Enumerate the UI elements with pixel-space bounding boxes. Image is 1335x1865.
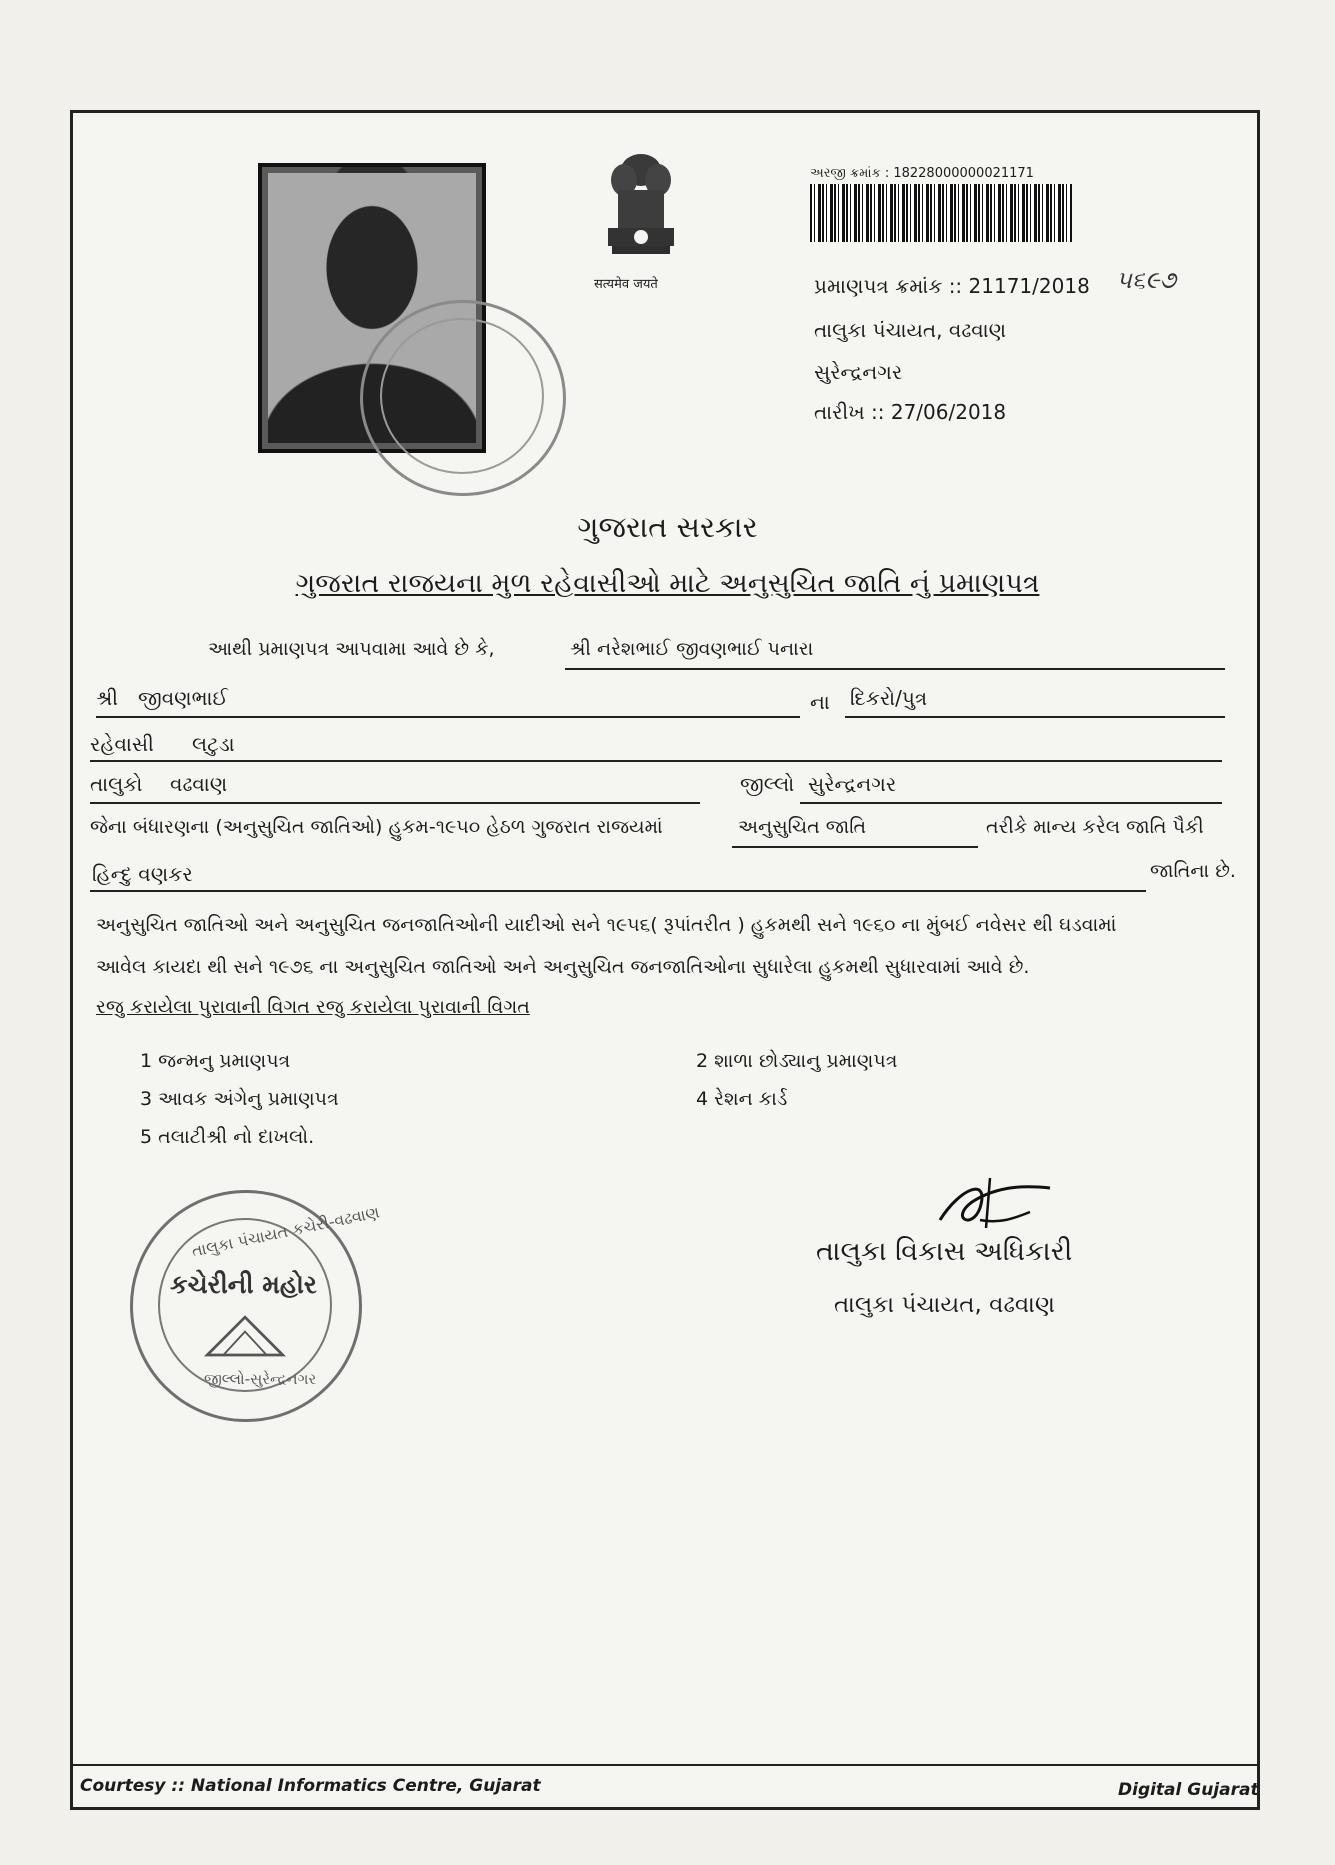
document-item: 4 રેશન કાર્ડ [696,1088,788,1110]
application-number: અરજી ક્રમાંક : 18228000000021171 [810,166,1034,181]
caste-suffix: જાતિના છે. [1150,860,1236,882]
of-label: ના [810,690,830,714]
father-prefix: શ્રી [96,686,119,710]
seal-emblem-icon [200,1310,290,1364]
district-value: સુરેન્દ્રનગર [808,772,897,796]
issuing-district: સુરેન્દ્રનગર [814,360,903,384]
recognized-text: તરીકે માન્ય કરેલ જાતિ પૈકી [986,816,1204,838]
courtesy-text: Courtesy :: National Informatics Centre, Gujarat [80,1776,541,1796]
handwritten-number: ૫૬૯૭ [1116,266,1177,294]
document-item: 2 શાળા છોડ્યાનુ પ્રમાણપત્ર [696,1050,898,1072]
legal-text-line-2: આવેલ કાયદા થી સને ૧૯૭૬ ના અનુસુચિત જાતિઓ અને અનુસુચિત જનજાતિઓના સુધારેલા હુકમથી સુધારવામાં આવે છે. [96,956,1030,978]
district-label: જીલ્લો [740,772,795,796]
father-name: જીવણભાઈ [138,686,228,710]
document-item: 1 જન્મનુ પ્રમાણપત્ર [140,1050,291,1072]
certificate-number: પ્રમાણપત્ર ક્રમાંક :: 21171/2018 [814,274,1090,298]
category-value: અનુસુચિત જાતિ [738,816,867,838]
document-item: 5 તલાટીશ્રી નો દાખલો. [140,1126,315,1148]
caste-value: હિન્દુ વણકર [92,862,193,886]
order-text: જેના બંધારણના (અનુસુચિત જાતિઓ) હુકમ-૧૯૫૦ હેઠળ ગુજરાત રાજયમાં [90,816,663,838]
taluka-value: વઢવાણ [170,772,228,796]
residence-value: લટુડા [192,732,235,756]
taluka-label: તાલુકો [90,772,143,796]
document-item: 3 આવક અંગેનુ પ્રમાણપત્ર [140,1088,339,1110]
evidence-heading: રજુ કરાયેલા પુરાવાની વિગત રજુ કરાયેલા પુરાવાની વિગત [96,996,530,1018]
applicant-name: શ્રી નરેશભાઈ જીવણભાઈ પનારા [570,638,814,660]
national-emblem-icon [596,140,686,290]
seal-ring-bottom: જીલ્લો-સુરેન્દ્રનગર [204,1370,317,1388]
issuing-office: તાલુકા પંચાયત, વઢવાણ [814,318,1007,342]
government-title: ગુજરાત સરકાર [577,510,758,544]
legal-text-line-1: અનુસુચિત જાતિઓ અને અનુસુચિત જનજાતિઓની યાદીઓ સને ૧૯૫૬( રૂપાંતરીત ) હુકમથી સને ૧૯૬૦ ના મુંબઈ નવેસર થી ઘડવામાં [96,914,1117,936]
issue-date: તારીખ :: 27/06/2018 [814,400,1007,424]
residence-label: રહેવાસી [90,732,154,756]
emblem-motto: सत्यमेव जयते [594,277,658,292]
seal-center-text: કચેરીની મહોર [170,1270,317,1299]
barcode [810,184,1072,242]
officer-signature [920,1168,1060,1238]
brand-text: Digital Gujarat [1118,1780,1259,1800]
intro-text: આથી પ્રમાણપત્ર આપવામા આવે છે કે, [208,638,495,660]
certificate-title: ગુજરાત રાજયના મુળ રહેવાસીઓ માટે અનુસુચિત જાતિ નું પ્રમાણપત્ર [295,568,1040,599]
officer-designation: તાલુકા વિકાસ અધિકારી [816,1236,1073,1267]
relation: દિકરો/પુત્ર [850,686,928,710]
seal-ring-top: તાલુકા પંચાયત કચેરી-વઢવાણ [190,1202,382,1261]
officer-office: તાલુકા પંચાયત, વઢવાણ [834,1292,1055,1318]
